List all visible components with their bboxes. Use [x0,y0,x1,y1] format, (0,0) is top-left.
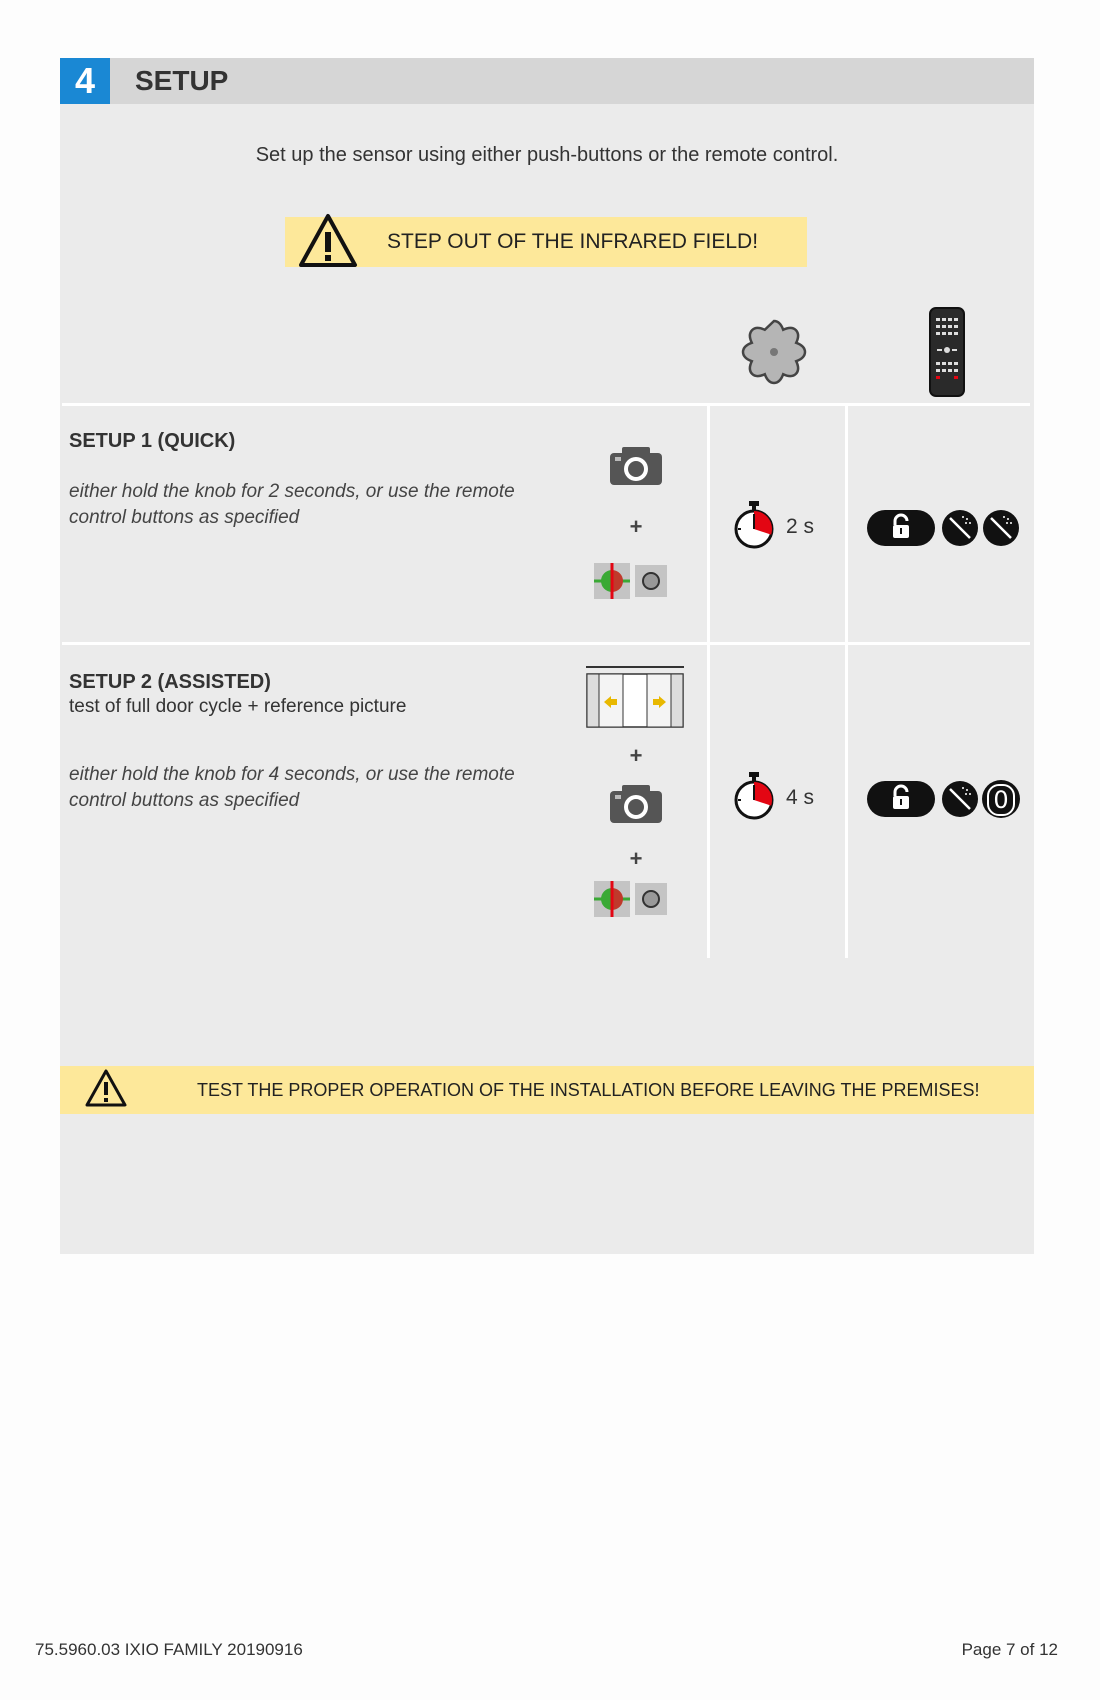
section-number: 4 [60,58,110,104]
table-column-divider-1 [707,403,710,958]
intro-text: Set up the sensor using either push-buttons or the remote control. [255,144,839,166]
position-indicator-icon [594,881,630,917]
table-column-divider-2 [845,403,848,958]
digit-button-label: 0 [987,784,1015,816]
led-indicator-icon [635,883,667,915]
wand-button-icon [982,509,1020,547]
plus-sign: + [629,514,643,539]
setup1-timer-label: 2 s [786,515,815,538]
setup2-title: SETUP 2 (ASSISTED) [69,671,271,693]
footer-doc-id: 75.5960.03 IXIO FAMILY 20190916 [35,1640,303,1659]
setup2-timer-label: 4 s [786,786,815,809]
plus-sign: + [629,846,643,871]
wand-button-icon [941,780,979,818]
door-cycle-icon [586,666,684,728]
camera-icon [608,445,664,487]
stopwatch-icon [732,500,776,550]
setup1-description: either hold the knob for 2 seconds, or use the remote control buttons as specified [69,481,515,528]
warning-bottom-text: TEST THE PROPER OPERATION OF THE INSTALLATION BEFORE LEAVING THE PREMISES! [197,1080,980,1100]
knob-icon [740,318,808,386]
table-divider-top [62,403,1030,406]
setup2-subtitle: test of full door cycle + reference picture [69,696,407,717]
camera-icon [608,783,664,825]
remote-control-icon [928,306,966,398]
unlock-button-icon [866,780,936,818]
table-divider-middle [62,642,1030,645]
led-indicator-icon [635,565,667,597]
setup2-description: either hold the knob for 4 seconds, or use the remote control buttons as specified [69,764,515,811]
position-indicator-icon [594,563,630,599]
warning-top-text: STEP OUT OF THE INFRARED FIELD! [387,230,759,253]
warning-triangle-icon [84,1068,128,1108]
wand-button-icon [941,509,979,547]
footer-page-number: Page 7 of 12 [961,1640,1058,1659]
setup1-title: SETUP 1 (QUICK) [69,430,236,452]
digit-button-icon [982,780,1020,818]
warning-triangle-icon [298,212,358,268]
plus-sign: + [629,743,643,768]
unlock-button-icon [866,509,936,547]
stopwatch-icon [732,771,776,821]
section-title: SETUP [135,65,229,96]
